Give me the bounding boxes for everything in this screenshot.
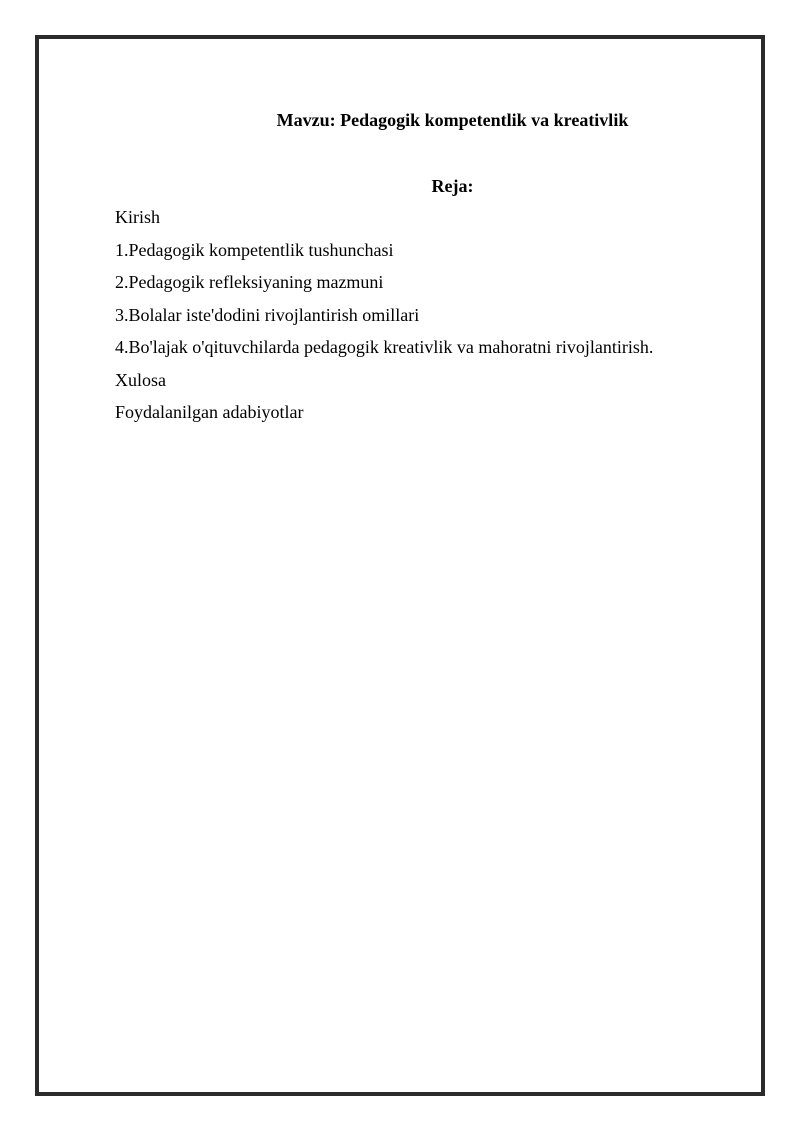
plan-item-1: 1.Pedagogik kompetentlik tushunchasi bbox=[115, 239, 394, 260]
plan-item-references: Foydalanilgan adabiyotlar bbox=[115, 402, 304, 422]
plan-item-introduction: Kirish bbox=[115, 207, 160, 227]
document-title: Mavzu: Pedagogik kompetentlik va kreativlik bbox=[276, 110, 629, 130]
plan-item-3: 3.Bolalar iste'dodini rivojlantirish omillari bbox=[115, 304, 420, 325]
plan-item-conclusion: Xulosa bbox=[115, 369, 166, 390]
plan-item-2: 2.Pedagogik refleksiyaning mazmuni bbox=[115, 272, 384, 292]
plan-list bbox=[115, 206, 653, 434]
plan-item-4: 4.Bo'lajak o'qituvchilarda pedagogik kreativlik va mahoratni rivojlantirish. bbox=[115, 337, 654, 357]
plan-heading: Reja: bbox=[431, 176, 474, 196]
